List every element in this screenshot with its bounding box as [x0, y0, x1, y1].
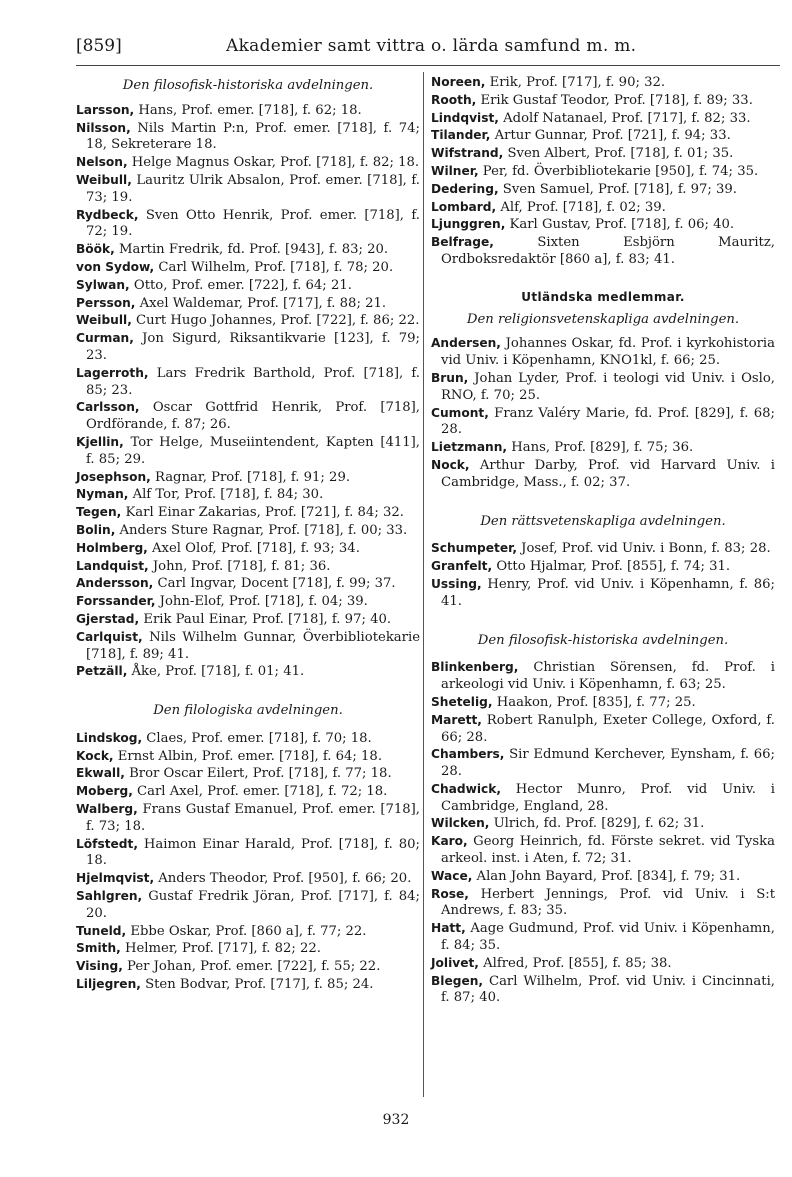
entry-text: Nils Martin P:n, Prof. emer. [718], f. 74; 18, Sekreterare 18.: [86, 120, 420, 153]
entry-name: Carlsson,: [76, 400, 140, 415]
entry-text: Otto Hjalmar, Prof. [855], f. 74; 31.: [492, 559, 731, 575]
list-item: [431, 746, 775, 781]
entry-text: Haakon, Prof. [835], f. 77; 25.: [492, 694, 696, 710]
list-item: [431, 868, 775, 886]
column-divider: [423, 72, 424, 1097]
entry-name: Granfelt,: [431, 559, 493, 574]
list-item: [431, 558, 775, 576]
entry-text: Anders Theodor, Prof. [950], f. 66; 20.: [154, 871, 412, 887]
entry-text: John-Elof, Prof. [718], f. 04; 39.: [155, 594, 368, 610]
list-item: [431, 181, 775, 199]
entry-name: Nock,: [431, 457, 470, 472]
entry-name: Lietzmann,: [431, 440, 508, 455]
entry-name: Lombard,: [431, 199, 497, 214]
list-item: [431, 405, 775, 440]
list-item: [76, 120, 420, 155]
list-item: [76, 102, 420, 120]
entry-text: Anders Sture Ragnar, Prof. [718], f. 00; 33.: [115, 522, 408, 538]
list-item: [76, 888, 420, 923]
entry-text: Herbert Jennings, Prof. vid Univ. i S:t Andrews, f. 83; 35.: [441, 886, 775, 919]
list-item: [431, 659, 775, 694]
entry-text: Curt Hugo Johannes, Prof. [722], f. 86; 22.: [131, 313, 420, 329]
entry-name: Karo,: [431, 834, 468, 849]
list-item: [431, 216, 775, 234]
list-item: [76, 870, 420, 888]
entry-text: Bror Oscar Eilert, Prof. [718], f. 77; 18.: [124, 766, 392, 782]
entry-text: Alf, Prof. [718], f. 02; 39.: [496, 199, 666, 215]
entry-text: Karl Einar Zakarias, Prof. [721], f. 84; 32.: [121, 505, 404, 521]
entry-text: Axel Waldemar, Prof. [717], f. 88; 21.: [135, 295, 387, 311]
list-item: [431, 110, 775, 128]
entry-name: Moberg,: [76, 784, 133, 799]
entry-name: Löfstedt,: [76, 836, 138, 851]
list-item: [76, 940, 420, 958]
list-item: [431, 955, 775, 973]
entry-name: Rooth,: [431, 92, 477, 107]
entry-text: Alfred, Prof. [855], f. 85; 38.: [478, 955, 672, 971]
entry-text: Otto, Prof. emer. [722], f. 64; 21.: [129, 277, 352, 293]
entry-name: Weibull,: [76, 172, 132, 187]
entry-name: Ljunggren,: [431, 217, 506, 232]
entry-text: Hector Munro, Prof. vid Univ. i Cambridge, England, 28.: [441, 781, 775, 814]
entry-name: Wilcken,: [431, 816, 490, 831]
entry-name: Tilander,: [431, 128, 491, 143]
entry-text: Alf Tor, Prof. [718], f. 84; 30.: [128, 487, 324, 503]
entry-name: Rydbeck,: [76, 207, 139, 222]
entry-text: Claes, Prof. emer. [718], f. 70; 18.: [142, 730, 372, 746]
entry-name: Carlquist,: [76, 629, 143, 644]
entry-name: Josephson,: [76, 469, 151, 484]
list-item: [431, 920, 775, 955]
list-item: [76, 172, 420, 207]
entry-name: Nelson,: [76, 155, 128, 170]
entry-text: Erik, Prof. [717], f. 90; 32.: [485, 75, 666, 90]
entry-text: Lars Fredrik Barthold, Prof. [718], f. 85; 23.: [86, 365, 420, 398]
entry-text: Robert Ranulph, Exeter College, Oxford, f. 66; 28.: [441, 712, 775, 745]
entry-text: Ernst Albin, Prof. emer. [718], f. 64; 18.: [113, 748, 383, 764]
entry-name: Bolin,: [76, 522, 116, 537]
list-item: [431, 694, 775, 712]
section-heading: Den filosofisk-historiska avdelningen.: [477, 632, 729, 648]
page-number: 932: [382, 1112, 410, 1128]
list-item: [76, 783, 420, 801]
entry-name: Cumont,: [431, 405, 489, 420]
entry-name: Schumpeter,: [431, 541, 517, 556]
entry-name: Lindqvist,: [431, 110, 499, 125]
entry-name: Ussing,: [431, 576, 482, 591]
entry-text: Tor Helge, Museiintendent, Kapten [411], f. 85; 29.: [86, 434, 420, 467]
running-header: [76, 36, 776, 62]
list-item: [76, 730, 420, 748]
entry-text: Johannes Oskar, fd. Prof. i kyrkohistoria vid Univ. i Köpenhamn, KNO1kl, f. 66; 25.: [441, 336, 775, 369]
entry-name: Nilsson,: [76, 120, 131, 135]
entry-text: Johan Lyder, Prof. i teologi vid Univ. i Oslo, RNO, f. 70; 25.: [441, 370, 775, 403]
entry-text: Sten Bodvar, Prof. [717], f. 85; 24.: [140, 977, 374, 993]
entry-name: Belfrage,: [431, 235, 494, 250]
entry-name: Blinkenberg,: [431, 660, 519, 675]
list-item: [431, 457, 775, 492]
entry-text: Sven Albert, Prof. [718], f. 01; 35.: [503, 146, 734, 162]
entry-name: Larsson,: [76, 102, 135, 117]
entry-text: Arthur Darby, Prof. vid Harvard Univ. i Cambridge, Mass., f. 02; 37.: [441, 457, 775, 490]
list-item: [76, 558, 420, 576]
entry-name: Andersen,: [431, 336, 501, 351]
list-item: [431, 833, 775, 868]
entry-name: Lindskog,: [76, 730, 143, 745]
entry-text: Erik Paul Einar, Prof. [718], f. 97; 40.: [139, 611, 392, 627]
list-item: [76, 593, 420, 611]
entry-name: Nyman,: [76, 487, 129, 502]
list-item: [76, 259, 420, 277]
entry-text: Artur Gunnar, Prof. [721], f. 94; 33.: [490, 128, 731, 144]
entry-name: Holmberg,: [76, 540, 148, 555]
entry-name: Hjelmqvist,: [76, 871, 155, 886]
list-item: [76, 486, 420, 504]
entry-text: Erik Gustaf Teodor, Prof. [718], f. 89; 33.: [476, 92, 753, 108]
section-heading: Den rättsvetenskapliga avdelningen.: [480, 513, 726, 529]
entry-name: Vising,: [76, 959, 123, 974]
entry-text: Ulrich, fd. Prof. [829], f. 62; 31.: [489, 816, 705, 832]
entry-text: Jon Sigurd, Riksantikvarie [123], f. 79; 23.: [86, 331, 420, 363]
list-item: [431, 335, 775, 370]
entry-text: Nils Wilhelm Gunnar, Överbibliotekarie [718], f. 89; 41.: [86, 629, 420, 662]
entry-name: Lagerroth,: [76, 365, 149, 380]
entry-text: Lauritz Ulrik Absalon, Prof. emer. [718], f. 73; 19.: [86, 172, 420, 205]
entry-text: Haimon Einar Harald, Prof. [718], f. 80; 18.: [86, 836, 420, 869]
list-item: [431, 163, 775, 181]
entry-text: Henry, Prof. vid Univ. i Köpenhamn, f. 86; 41.: [441, 576, 775, 609]
entry-text: Carl Ingvar, Docent [718], f. 99; 37.: [153, 576, 396, 592]
entry-text: Georg Heinrich, fd. Förste sekret. vid Tyska arkeol. inst. i Aten, f. 72; 31.: [441, 834, 775, 867]
list-item: [76, 330, 420, 365]
entry-name: Böök,: [76, 242, 115, 257]
list-item: [76, 312, 420, 330]
section-heading: Den religionsvetenskapliga avdelningen.: [466, 311, 740, 327]
entry-text: Sven Samuel, Prof. [718], f. 97; 39.: [498, 181, 737, 197]
entry-name: Persson,: [76, 295, 136, 310]
entry-name: Kjellin,: [76, 434, 124, 449]
list-item: [431, 145, 775, 163]
entry-text: Carl Wilhelm, Prof. vid Univ. i Cincinnati, f. 87; 40.: [441, 973, 775, 1006]
entry-text: Frans Gustaf Emanuel, Prof. emer. [718], f. 73; 18.: [86, 802, 420, 834]
list-item: [431, 234, 775, 269]
entry-name: Chambers,: [431, 747, 505, 762]
foreign-members-heading: Utländska medlemmar.: [521, 289, 685, 304]
entry-name: Landquist,: [76, 558, 149, 573]
entry-name: Weibull,: [76, 313, 132, 328]
header-page-ref: [859]: [76, 36, 122, 56]
entry-text: Helge Magnus Oskar, Prof. [718], f. 82; 18.: [127, 155, 420, 171]
entry-text: Oscar Gottfrid Henrik, Prof. [718], Ordförande, f. 87; 26.: [86, 400, 420, 433]
entry-text: Ebbe Oskar, Prof. [860 a], f. 77; 22.: [126, 923, 367, 939]
entry-name: Tuneld,: [76, 923, 127, 938]
entry-name: Smith,: [76, 941, 121, 956]
entry-name: Tegen,: [76, 505, 122, 520]
entry-text: Josef, Prof. vid Univ. i Bonn, f. 83; 28.: [516, 541, 771, 557]
entry-name: Wifstrand,: [431, 146, 504, 161]
entry-text: Gustaf Fredrik Jöran, Prof. [717], f. 84; 20.: [86, 889, 420, 921]
entry-name: von Sydow,: [76, 259, 155, 274]
list-item: [76, 801, 420, 836]
list-item: [76, 295, 420, 313]
entry-text: Åke, Prof. [718], f. 01; 41.: [127, 664, 305, 680]
entry-name: Noreen,: [431, 75, 486, 89]
list-item: [76, 504, 420, 522]
list-item: [76, 522, 420, 540]
entry-name: Walberg,: [76, 802, 138, 817]
entry-name: Wace,: [431, 868, 473, 883]
entry-text: Franz Valéry Marie, fd. Prof. [829], f. 68; 28.: [441, 405, 775, 438]
entry-text: Christian Sörensen, fd. Prof. i arkeologi vid Univ. i Köpenhamn, f. 63; 25.: [441, 660, 775, 693]
entry-text: Sven Otto Henrik, Prof. emer. [718], f. 72; 19.: [86, 207, 420, 240]
header-rule: [76, 65, 780, 66]
entry-text: Karl Gustav, Prof. [718], f. 06; 40.: [505, 217, 735, 233]
entry-name: Hatt,: [431, 921, 466, 936]
list-item: [76, 469, 420, 487]
list-item: [431, 74, 775, 92]
header-title: Akademier samt vittra o. lärda samfund m. m.: [226, 36, 637, 56]
entry-name: Blegen,: [431, 973, 484, 988]
section-heading: Den filologiska avdelningen.: [153, 703, 343, 719]
entry-name: Jolivet,: [431, 955, 479, 970]
list-item: [76, 540, 420, 558]
entry-name: Wilner,: [431, 163, 479, 178]
list-item: [431, 439, 775, 457]
entry-text: Martin Fredrik, fd. Prof. [943], f. 83; 20.: [114, 242, 389, 258]
list-item: [76, 923, 420, 941]
list-item: [431, 712, 775, 747]
list-item: [76, 663, 420, 681]
entry-text: Sixten Esbjörn Mauritz, Ordboksredaktör [860 a], f. 83; 41.: [441, 235, 775, 267]
entry-text: Per, fd. Överbibliotekarie [950], f. 74; 35.: [478, 163, 759, 179]
list-item: [76, 958, 420, 976]
list-item: [76, 836, 420, 871]
list-item: [76, 976, 420, 994]
entry-name: Andersson,: [76, 576, 154, 591]
entry-name: Marett,: [431, 712, 482, 727]
list-item: [431, 127, 775, 145]
list-item: [431, 540, 775, 558]
entry-text: Alan John Bayard, Prof. [834], f. 79; 31.: [472, 868, 741, 884]
list-item: [76, 748, 420, 766]
entry-text: Axel Olof, Prof. [718], f. 93; 34.: [147, 540, 360, 556]
entry-name: Sylwan,: [76, 277, 130, 292]
list-item: [76, 154, 420, 172]
list-item: [431, 781, 775, 816]
entry-text: Aage Gudmund, Prof. vid Univ. i Köpenhamn, f. 84; 35.: [441, 921, 775, 954]
entry-name: Dedering,: [431, 181, 499, 196]
entry-text: Sir Edmund Kerchever, Eynsham, f. 66; 28.: [441, 747, 775, 780]
list-item: [431, 92, 775, 110]
list-item: [431, 815, 775, 833]
entry-text: Hans, Prof. emer. [718], f. 62; 18.: [134, 102, 362, 118]
list-item: [76, 629, 420, 664]
list-item: [76, 611, 420, 629]
list-item: [76, 241, 420, 259]
entry-text: Carl Axel, Prof. emer. [718], f. 72; 18.: [132, 784, 388, 800]
list-item: [76, 575, 420, 593]
entry-name: Sahlgren,: [76, 889, 143, 904]
list-item: [431, 199, 775, 217]
entry-name: Liljegren,: [76, 977, 141, 992]
entry-name: Petzäll,: [76, 664, 128, 679]
entry-text: Per Johan, Prof. emer. [722], f. 55; 22.: [122, 959, 381, 975]
entry-name: Kock,: [76, 748, 114, 763]
entry-text: Helmer, Prof. [717], f. 82; 22.: [120, 941, 321, 957]
entry-name: Shetelig,: [431, 694, 493, 709]
entry-text: Ragnar, Prof. [718], f. 91; 29.: [150, 469, 351, 485]
list-item: [431, 886, 775, 921]
entry-text: Adolf Natanael, Prof. [717], f. 82; 33.: [498, 110, 751, 126]
list-item: [76, 399, 420, 434]
list-item: [76, 277, 420, 295]
list-item: [76, 365, 420, 400]
list-item: [76, 207, 420, 242]
entry-text: Hans, Prof. [829], f. 75; 36.: [507, 440, 694, 456]
left-column: [76, 74, 420, 994]
list-item: [76, 765, 420, 783]
entry-name: Brun,: [431, 370, 469, 385]
list-item: [431, 973, 775, 1008]
entry-name: Rose,: [431, 886, 469, 901]
entry-name: Curman,: [76, 331, 134, 346]
entry-text: Carl Wilhelm, Prof. [718], f. 78; 20.: [154, 259, 394, 275]
right-column: [431, 74, 775, 1007]
entry-text: John, Prof. [718], f. 81; 36.: [148, 558, 331, 574]
entry-name: Chadwick,: [431, 781, 501, 796]
section-heading: Den filosofisk-historiska avdelningen.: [122, 78, 374, 93]
list-item: [76, 434, 420, 469]
entry-name: Gjerstad,: [76, 611, 140, 626]
list-item: [431, 370, 775, 405]
list-item: [431, 576, 775, 611]
entry-name: Ekwall,: [76, 766, 125, 781]
entry-name: Forssander,: [76, 594, 156, 609]
